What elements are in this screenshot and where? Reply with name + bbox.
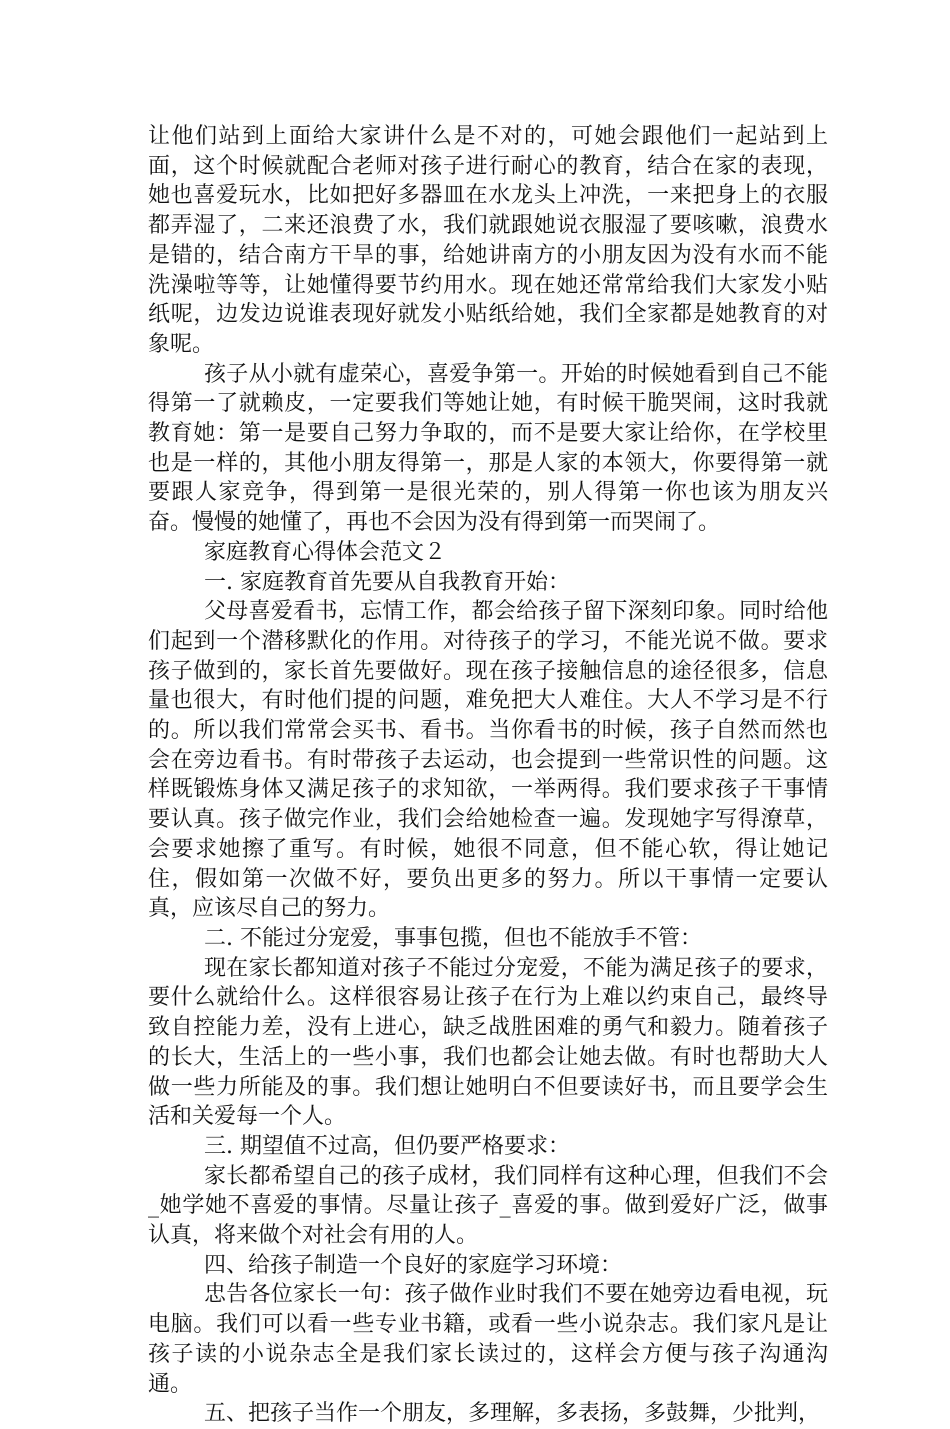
paragraph-vanity: 孩子从小就有虚荣心，喜爱争第一。开始的时候她看到自己不能得第一了就赖皮，一定要我们等她让她，有时候干脆哭闹，这时我就教育她：第一是要自己努力争取的，而不是要大家让给你，在学校里也是一样的，其他小朋友得第一，那是人家的本领大，你要得第一就要跟人家竞争，得到第一是很光荣的，别人得第一你也该为朋友兴奋。慢慢的她懂了，再也不会因为没有得到第一而哭闹了。: [148, 361, 828, 536]
section-title: 家庭教育心得体会范文２: [204, 539, 447, 565]
heading-point-4: 四、给孩子制造一个良好的家庭学习环境：: [204, 1252, 623, 1278]
heading-point-2: 二. 不能过分宠爱，事事包揽，但也不能放手不管：: [204, 925, 702, 951]
paragraph-point-4: 忠告各位家长一句：孩子做作业时我们不要在她旁边看电视，玩电脑。我们可以看一些专业书籍，或看一些小说杂志。我们家凡是让孩子读的小说杂志全是我们家长读过的，这样会方便与孩子沟通沟通。: [148, 1282, 828, 1397]
paragraph-point-3: 家长都希望自己的孩子成材，我们同样有这种心理，但我们不会_她学她不喜爱的事情。尽量让孩子_喜爱的事。做到爱好广泛，做事认真，将来做个对社会有用的人。: [148, 1163, 828, 1249]
heading-point-5: 五、把孩子当作一个朋友，多理解，多表扬，多鼓舞，少批判，: [204, 1401, 821, 1427]
paragraph-point-2: 现在家长都知道对孩子不能过分宠爱，不能为满足孩子的要求，要什么就给什么。这样很容易让孩子在行为上难以约束自己，最终导致自控能力差，没有上进心，缺乏战胜困难的勇气和毅力。随着孩子的长大，生活上的一些小事，我们也都会让她去做。有时也帮助大人做一些力所能及的事。我们想让她明白不但要读好书，而且要学会生活和关爱每一个人。: [148, 955, 828, 1130]
paragraph-continuation: 让他们站到上面给大家讲什么是不对的，可她会跟他们一起站到上面，这个时候就配合老师对孩子进行耐心的教育，结合在家的表现，她也喜爱玩水，比如把好多器皿在水龙头上冲洗，一来把身上的衣服都弄湿了，二来还浪费了水，我们就跟她说衣服湿了要咳嗽，浪费水是错的，结合南方干旱的事，给她讲南方的小朋友因为没有水而不能洗澡啦等等，让她懂得要节约用水。现在她还常常给我们大家发小贴纸呢，边发边说谁表现好就发小贴纸给她，我们全家都是她教育的对象呢。: [148, 124, 828, 357]
heading-point-1: 一. 家庭教育首先要从自我教育开始：: [204, 569, 570, 595]
document-body: [148, 122, 828, 1429]
heading-point-3: 三. 期望值不过高，但仍要严格要求：: [204, 1133, 570, 1159]
paragraph-point-1: 父母喜爱看书，忘情工作，都会给孩子留下深刻印象。同时给他们起到一个潜移默化的作用。对待孩子的学习，不能光说不做。要求孩子做到的，家长首先要做好。现在孩子接触信息的途径很多，信息量也很大，有时他们提的问题，难免把大人难住。大人不学习是不行的。所以我们常常会买书、看书。当你看书的时候，孩子自然而然也会在旁边看书。有时带孩子去运动，也会提到一些常识性的问题。这样既锻炼身体又满足孩子的求知欲，一举两得。我们要求孩子干事情要认真。孩子做完作业，我们会给她检查一遍。发现她字写得潦草，会要求她擦了重写。有时候，她很不同意，但不能心软，得让她记住，假如第一次做不好，要负出更多的努力。所以干事情一定要认真，应该尽自己的努力。: [148, 599, 828, 922]
